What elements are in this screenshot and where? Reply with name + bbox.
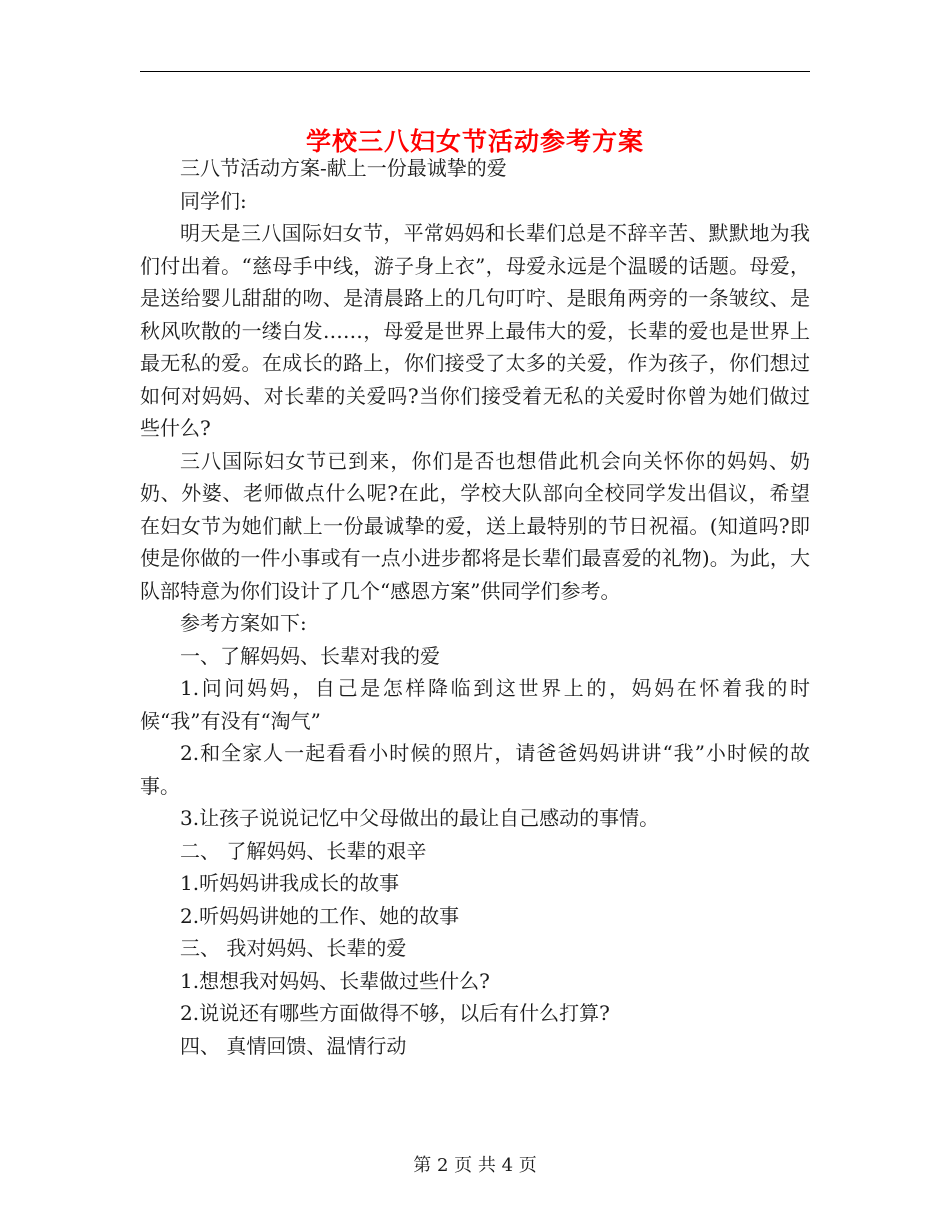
page-label-mid: 页 共 — [454, 1155, 496, 1176]
header-rule — [140, 71, 810, 72]
document-body — [140, 152, 810, 1062]
page-footer — [0, 1153, 950, 1179]
page-label-prefix: 第 — [413, 1155, 432, 1176]
list-item: 1.听妈妈讲我成长的故事 — [180, 871, 400, 895]
total-pages-number: 4 — [501, 1155, 514, 1176]
page-label-suffix: 页 — [518, 1155, 537, 1176]
section-heading: 三、 我对妈妈、长辈的爱 — [180, 936, 407, 960]
section-intro: 参考方案如下: — [180, 611, 307, 635]
subtitle-paragraph: 三八节活动方案-献上一份最诚挚的爱 — [180, 156, 507, 180]
body-paragraph: 明天是三八国际妇女节，平常妈妈和长辈们总是不辞辛苦、默默地为我们付出着。“慈母手中线，游子身上衣”，母爱永远是个温暖的话题。母爱，是送给婴儿甜甜的吻、是清晨路上的几句叮咛、是眼角两旁的一条皱纹、是秋风吹散的一缕白发……，母爱是世界上最伟大的爱，长辈的爱也是世界上最无私的爱。在成长的路上，你们接受了太多的关爱，作为孩子，你们想过如何对妈妈、对长辈的关爱吗?当你们接受着无私的关爱时你曾为她们做过些什么? — [140, 221, 810, 440]
list-item: 2.听妈妈讲她的工作、她的故事 — [180, 903, 460, 928]
list-item: 2.说说还有哪些方面做得不够，以后有什么打算? — [180, 1001, 610, 1025]
list-item: 1.想想我对妈妈、长辈做过些什么? — [180, 968, 490, 993]
salutation-paragraph: 同学们: — [180, 188, 247, 213]
section-heading: 二、 了解妈妈、长辈的艰辛 — [180, 838, 427, 863]
list-item: 3.让孩子说说记忆中父母做出的最让自己感动的事情。 — [180, 806, 660, 830]
section-heading: 一、了解妈妈、长辈对我的爱 — [180, 643, 440, 668]
document-title: 学校三八妇女节活动参考方案 — [305, 126, 644, 156]
current-page-number: 2 — [436, 1155, 449, 1176]
section-heading: 四、 真情回馈、温情行动 — [180, 1033, 407, 1058]
list-item: 1.问问妈妈，自己是怎样降临到这世界上的，妈妈在怀着我的时候“我”有没有“淘气” — [140, 676, 810, 733]
list-item: 2.和全家人一起看看小时候的照片，请爸爸妈妈讲讲“我”小时候的故事。 — [140, 741, 810, 798]
body-paragraph: 三八国际妇女节已到来，你们是否也想借此机会向关怀你的妈妈、奶奶、外婆、老师做点什么呢?在此，学校大队部向全校同学发出倡议，希望在妇女节为她们献上一份最诚挚的爱，送上最特别的节日祝福。(知道吗?即使是你做的一件小事或有一点小进步都将是长辈们最喜爱的礼物)。为此，大队部特意为你们设计了几个“感恩方案”供同学们参考。 — [140, 448, 810, 603]
